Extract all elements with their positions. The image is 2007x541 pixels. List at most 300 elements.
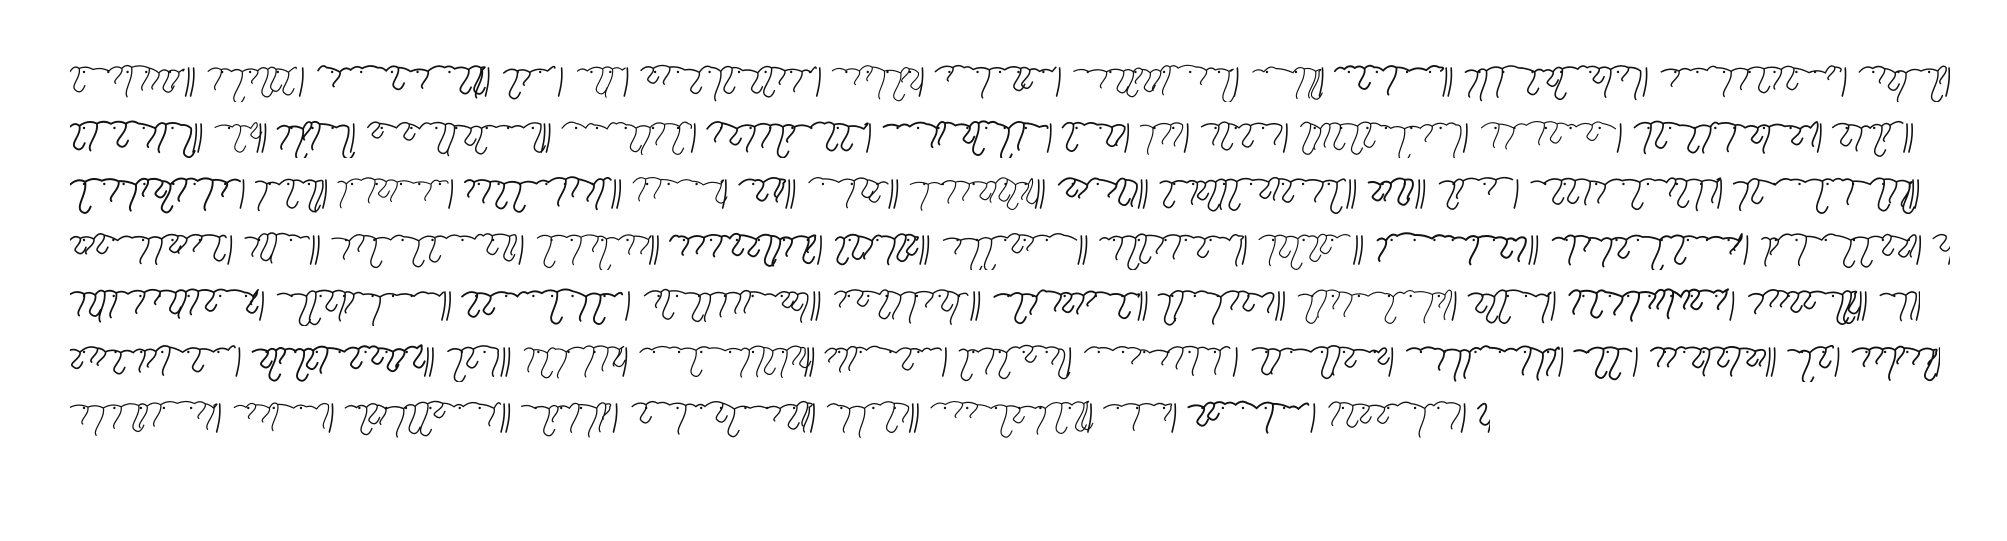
tsheg-dot <box>700 407 702 409</box>
shad-mark <box>447 292 450 320</box>
shad-mark <box>1172 404 1175 432</box>
tsheg-dot <box>626 239 628 241</box>
tsheg-dot <box>1795 239 1797 241</box>
tsheg-dot <box>429 407 431 409</box>
handwritten-word <box>70 66 184 97</box>
tsheg-dot <box>848 295 850 297</box>
tsheg-dot <box>1908 239 1910 241</box>
shad-mark <box>650 236 653 264</box>
shad-mark <box>1041 180 1044 208</box>
shad-mark <box>976 292 979 320</box>
tsheg-dot <box>677 127 679 129</box>
tsheg-dot <box>497 183 499 185</box>
tsheg-dot <box>461 351 463 353</box>
tsheg-dot <box>245 295 247 297</box>
shad-mark <box>430 348 433 376</box>
tsheg-dot <box>1502 71 1504 73</box>
tsheg-dot <box>1814 71 1816 73</box>
tsheg-dot <box>351 183 353 185</box>
tsheg-dot <box>917 351 919 353</box>
tsheg-dot <box>1893 295 1895 297</box>
tsheg-dot <box>720 127 722 129</box>
shad-mark <box>506 404 509 432</box>
tsheg-dot <box>145 71 147 73</box>
tsheg-dot <box>247 407 249 409</box>
tsheg-dot <box>1473 239 1475 241</box>
tsheg-dot <box>1039 407 1041 409</box>
tsheg-dot <box>1262 127 1264 129</box>
tsheg-dot <box>909 71 911 73</box>
tsheg-dot <box>1622 183 1624 185</box>
handwritten-word <box>1140 123 1182 154</box>
tsheg-dot <box>1897 71 1899 73</box>
tsheg-dot <box>1217 295 1219 297</box>
shad-mark <box>1311 404 1314 432</box>
shad-mark <box>1529 236 1532 264</box>
tsheg-dot <box>1696 71 1698 73</box>
tsheg-dot <box>876 183 878 185</box>
shad-mark <box>816 292 819 320</box>
tsheg-dot <box>537 351 539 353</box>
tsheg-dot <box>1250 183 1252 185</box>
handwritten-word <box>1531 178 1720 210</box>
handwritten-word <box>1482 122 1616 149</box>
shad-mark <box>1488 404 1490 432</box>
shad-mark <box>193 124 196 152</box>
tsheg-dot <box>83 351 85 353</box>
shad-mark <box>1452 292 1455 320</box>
tsheg-dot <box>385 407 387 409</box>
tsheg-dot <box>1209 239 1211 241</box>
tsheg-dot <box>439 183 441 185</box>
shad-mark <box>1744 236 1747 264</box>
tsheg-dot <box>1366 127 1368 129</box>
shad-mark <box>791 180 794 208</box>
tsheg-dot <box>1507 295 1509 297</box>
tsheg-dot <box>1873 127 1875 129</box>
shad-mark <box>624 68 627 96</box>
handwritten-word <box>1369 178 1413 204</box>
tsheg-dot <box>187 295 189 297</box>
tsheg-dot <box>654 71 656 73</box>
shad-mark <box>655 236 658 264</box>
shad-mark <box>1138 180 1141 208</box>
tsheg-dot <box>1188 351 1190 353</box>
tsheg-dot <box>83 127 85 129</box>
shad-mark <box>613 404 616 432</box>
tsheg-dot <box>1332 295 1334 297</box>
tsheg-dot <box>1545 127 1547 129</box>
tsheg-dot <box>1884 351 1886 353</box>
tsheg-dot <box>193 183 195 185</box>
handwriting-strokes <box>70 58 1950 102</box>
shad-mark <box>1347 180 1350 208</box>
tsheg-dot <box>995 407 997 409</box>
tsheg-dot <box>1283 407 1285 409</box>
tsheg-dot <box>907 239 909 241</box>
tsheg-dot <box>1381 183 1383 185</box>
handwritten-word <box>448 346 498 382</box>
tsheg-dot <box>1194 295 1196 297</box>
tsheg-dot <box>1906 351 1908 353</box>
tsheg-dot <box>593 351 595 353</box>
handwritten-word <box>1788 346 1833 382</box>
shad-mark <box>546 124 549 152</box>
tsheg-dot <box>1609 295 1611 297</box>
tsheg-dot <box>1746 183 1748 185</box>
tsheg-dot <box>1321 351 1323 353</box>
tsheg-dot <box>1687 239 1689 241</box>
shad-mark <box>1946 68 1949 96</box>
tsheg-dot <box>729 351 731 353</box>
tsheg-dot <box>1172 127 1174 129</box>
handwritten-word <box>1852 347 1936 381</box>
tsheg-dot <box>845 71 847 73</box>
shad-mark <box>186 68 189 96</box>
tsheg-dot <box>300 407 302 409</box>
handwritten-word <box>577 67 625 97</box>
tsheg-dot <box>535 407 537 409</box>
tsheg-dot <box>838 351 840 353</box>
tsheg-dot <box>269 183 271 185</box>
tsheg-dot <box>1109 71 1111 73</box>
shad-mark <box>1083 236 1086 264</box>
tsheg-dot <box>290 127 292 129</box>
handwritten-word <box>1734 178 1914 213</box>
handwritten-word <box>253 345 425 381</box>
tsheg-dot <box>1452 239 1454 241</box>
tsheg-dot <box>1560 71 1562 73</box>
shad-mark <box>311 236 314 264</box>
shad-mark <box>260 292 263 320</box>
tsheg-dot <box>700 351 702 353</box>
handwritten-word <box>1880 292 1916 321</box>
handwritten-word <box>70 121 195 157</box>
tsheg-dot <box>966 127 968 129</box>
tsheg-dot <box>769 127 771 129</box>
tsheg-dot <box>416 71 418 73</box>
tsheg-dot <box>956 239 958 241</box>
tsheg-dot <box>435 127 437 129</box>
tsheg-dot <box>917 127 919 129</box>
tsheg-dot <box>478 183 480 185</box>
handwritten-word <box>332 234 516 268</box>
tsheg-dot <box>448 71 450 73</box>
handwritten-word <box>277 122 354 158</box>
tsheg-dot <box>319 295 321 297</box>
tsheg-dot <box>140 407 142 409</box>
tsheg-dot <box>1290 351 1292 353</box>
shad-mark <box>217 404 220 432</box>
handwritten-word <box>910 178 1037 210</box>
tsheg-dot <box>810 127 812 129</box>
tsheg-dot <box>720 407 722 409</box>
tsheg-dot <box>258 239 260 241</box>
tsheg-dot <box>483 351 485 353</box>
tsheg-dot <box>966 407 968 409</box>
shad-mark <box>198 124 201 152</box>
tsheg-dot <box>1171 295 1173 297</box>
tsheg-dot <box>1376 71 1378 73</box>
tsheg-dot <box>1525 295 1527 297</box>
tsheg-dot <box>140 351 142 353</box>
shad-mark <box>915 404 918 432</box>
tsheg-dot <box>1872 71 1874 73</box>
shad-mark <box>1284 124 1287 152</box>
tsheg-dot <box>1637 239 1639 241</box>
tsheg-dot <box>1683 351 1685 353</box>
tsheg-dot <box>391 71 393 73</box>
tsheg-dot <box>249 71 251 73</box>
handwritten-word <box>1569 289 1728 321</box>
shad-mark <box>817 68 820 96</box>
handwritten-word <box>1574 347 1631 379</box>
tsheg-dot <box>273 407 275 409</box>
tsheg-dot <box>822 183 824 185</box>
tsheg-dot <box>163 407 165 409</box>
tsheg-dot <box>126 71 128 73</box>
tsheg-dot <box>1789 127 1791 129</box>
tsheg-dot <box>872 407 874 409</box>
tsheg-dot <box>1163 71 1165 73</box>
tsheg-dot <box>567 351 569 353</box>
handwritten-word <box>809 178 888 208</box>
tsheg-dot <box>668 183 670 185</box>
handwriting-strokes <box>70 226 1950 270</box>
handwritten-word <box>640 346 811 377</box>
handwriting-strokes <box>70 114 1930 158</box>
handwritten-word <box>465 177 611 212</box>
tsheg-dot <box>1342 407 1344 409</box>
shad-mark <box>449 180 452 208</box>
tsheg-dot <box>1439 127 1441 129</box>
tsheg-dot <box>1589 71 1591 73</box>
tsheg-dot <box>360 71 362 73</box>
shad-mark <box>612 180 615 208</box>
tsheg-dot <box>1748 71 1750 73</box>
tsheg-dot <box>1214 127 1216 129</box>
shad-mark <box>971 292 974 320</box>
tsheg-dot <box>519 183 521 185</box>
shad-mark <box>559 68 562 96</box>
tsheg-dot <box>1099 127 1101 129</box>
tsheg-dot <box>1788 295 1790 297</box>
tsheg-dot <box>475 295 477 297</box>
tsheg-dot <box>1358 295 1360 297</box>
tsheg-dot <box>1852 183 1854 185</box>
tsheg-dot <box>1865 351 1867 353</box>
tsheg-dot <box>1670 295 1672 297</box>
shad-mark <box>894 180 897 208</box>
shad-mark <box>1915 180 1918 208</box>
handwriting-strokes <box>70 394 1490 438</box>
shad-mark <box>1078 236 1081 264</box>
tsheg-dot <box>752 183 754 185</box>
handwritten-word <box>70 401 217 435</box>
tsheg-dot <box>331 127 333 129</box>
tsheg-dot <box>1097 183 1099 185</box>
tsheg-dot <box>1314 127 1316 129</box>
tsheg-dot <box>851 183 853 185</box>
handwritten-word <box>70 289 258 321</box>
tsheg-dot <box>311 127 313 129</box>
handwritten-word <box>1749 290 1860 324</box>
tsheg-dot <box>217 351 219 353</box>
handwritten-word <box>1158 291 1273 325</box>
shad-mark <box>626 292 629 320</box>
tsheg-dot <box>1832 295 1834 297</box>
handwritten-word <box>562 122 691 154</box>
tsheg-dot <box>781 295 783 297</box>
handwritten-word <box>645 290 808 323</box>
handwritten-word <box>1468 290 1550 323</box>
tsheg-dot <box>1017 71 1019 73</box>
tsheg-dot <box>807 239 809 241</box>
tsheg-dot <box>532 295 534 297</box>
shad-mark <box>1916 292 1919 320</box>
shad-mark <box>1514 180 1517 208</box>
manuscript-line <box>70 58 1950 102</box>
tsheg-dot <box>1826 183 1828 185</box>
tsheg-dot <box>406 351 408 353</box>
tsheg-dot <box>645 407 647 409</box>
handwritten-word <box>959 345 1069 380</box>
tsheg-dot <box>1414 407 1416 409</box>
tsheg-dot <box>1164 239 1166 241</box>
tsheg-dot <box>1615 239 1617 241</box>
tsheg-dot <box>1265 351 1267 353</box>
shad-mark <box>1319 68 1322 96</box>
handwritten-word <box>1100 234 1243 270</box>
tsheg-dot <box>1801 351 1803 353</box>
handwritten-word <box>632 402 812 437</box>
tsheg-dot <box>1163 407 1165 409</box>
handwritten-word <box>345 401 500 436</box>
tsheg-dot <box>1664 351 1666 353</box>
tsheg-dot <box>783 239 785 241</box>
handwritten-word <box>1202 122 1282 150</box>
tsheg-dot <box>172 183 174 185</box>
shad-mark <box>1858 292 1861 320</box>
shad-mark <box>351 124 354 152</box>
shad-mark <box>867 124 870 152</box>
tsheg-dot <box>1474 351 1476 353</box>
tsheg-dot <box>1763 127 1765 129</box>
tsheg-dot <box>938 295 940 297</box>
tsheg-dot <box>1409 295 1411 297</box>
tsheg-dot <box>1513 239 1515 241</box>
tsheg-dot <box>1846 127 1848 129</box>
tsheg-dot <box>1617 71 1619 73</box>
manuscript-line <box>70 394 1950 438</box>
tsheg-dot <box>646 183 648 185</box>
shad-mark <box>236 348 239 376</box>
shad-mark <box>925 236 928 264</box>
tsheg-dot <box>551 295 553 297</box>
tsheg-dot <box>1153 127 1155 129</box>
handwritten-word <box>524 346 625 378</box>
shad-mark <box>1634 348 1637 376</box>
tsheg-dot <box>1192 183 1194 185</box>
shad-mark <box>811 292 814 320</box>
tsheg-dot <box>114 351 116 353</box>
tsheg-dot <box>889 351 891 353</box>
manuscript-line <box>70 114 1950 158</box>
tsheg-dot <box>1328 183 1330 185</box>
tsheg-dot <box>113 407 115 409</box>
tsheg-dot <box>113 127 115 129</box>
shad-mark <box>240 180 243 208</box>
shad-mark <box>1234 68 1237 96</box>
tsheg-dot <box>1483 183 1485 185</box>
handwritten-word <box>825 346 941 372</box>
tsheg-dot <box>290 295 292 297</box>
shad-mark <box>1551 292 1554 320</box>
shad-mark <box>1835 348 1838 376</box>
tsheg-dot <box>107 71 109 73</box>
tsheg-dot <box>782 351 784 353</box>
tsheg-dot <box>1700 183 1702 185</box>
shad-mark <box>1389 348 1392 376</box>
handwritten-word <box>633 178 727 204</box>
tsheg-dot <box>187 351 189 353</box>
tsheg-dot <box>103 183 105 185</box>
tsheg-dot <box>1201 407 1203 409</box>
tsheg-dot <box>1853 239 1855 241</box>
tsheg-dot <box>1042 71 1044 73</box>
tsheg-dot <box>1569 127 1571 129</box>
handwritten-word <box>832 66 921 101</box>
tsheg-dot <box>710 239 712 241</box>
tsheg-dot <box>1390 239 1392 241</box>
tsheg-dot <box>1069 407 1071 409</box>
shad-mark <box>1461 404 1464 432</box>
tsheg-dot <box>171 127 173 129</box>
shad-mark <box>228 236 231 264</box>
handwritten-word <box>1085 346 1230 375</box>
tsheg-dot <box>736 239 738 241</box>
tsheg-dot <box>575 127 577 129</box>
handwritten-word <box>1253 67 1322 99</box>
tsheg-dot <box>1265 407 1267 409</box>
tsheg-dot <box>139 295 141 297</box>
handwritten-word <box>1063 123 1125 151</box>
shad-mark <box>1772 348 1775 376</box>
handwritten-word <box>1407 346 1559 381</box>
shad-mark <box>1243 236 1246 264</box>
tsheg-dot <box>1387 407 1389 409</box>
tsheg-dot <box>1115 183 1117 185</box>
tsheg-dot <box>112 239 114 241</box>
tsheg-dot <box>653 351 655 353</box>
handwriting-strokes <box>70 282 1920 326</box>
shad-mark <box>889 180 892 208</box>
tsheg-dot <box>1452 183 1454 185</box>
tsheg-dot <box>400 183 402 185</box>
tsheg-dot <box>265 351 267 353</box>
tsheg-dot <box>1136 407 1138 409</box>
tsheg-dot <box>1406 71 1408 73</box>
tsheg-dot <box>1388 295 1390 297</box>
tsheg-dot <box>766 407 768 409</box>
tsheg-dot <box>1627 295 1629 297</box>
tsheg-dot <box>199 239 201 241</box>
tsheg-dot <box>1018 407 1020 409</box>
shad-mark <box>1909 124 1912 152</box>
handwritten-word <box>504 67 555 99</box>
shad-mark <box>1143 292 1146 320</box>
shad-mark <box>1143 180 1146 208</box>
